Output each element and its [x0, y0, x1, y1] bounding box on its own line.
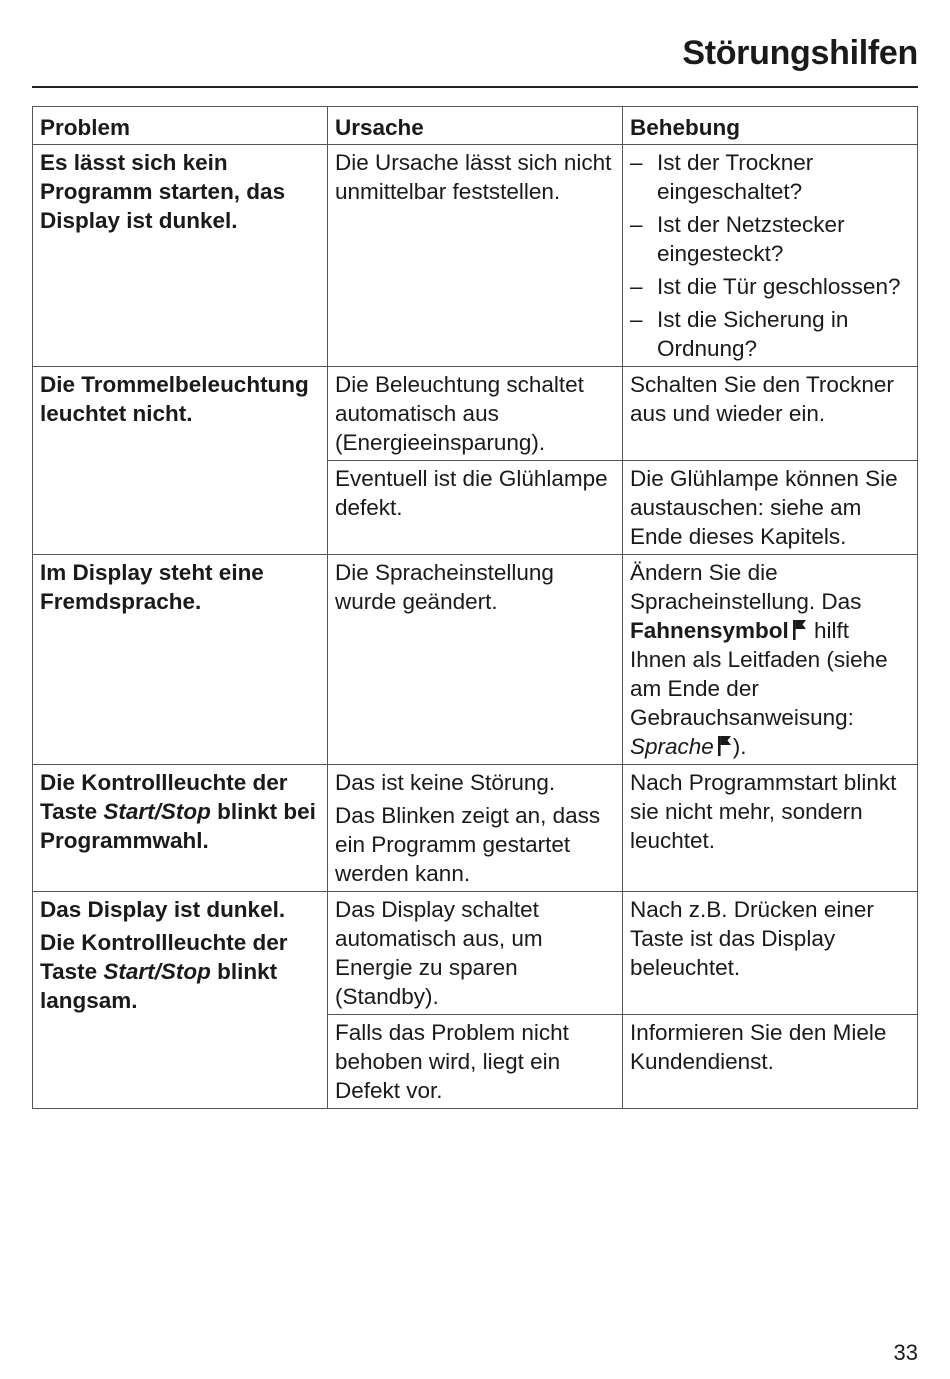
cause-cell: Eventuell ist die Glühlampe defekt.	[328, 461, 623, 555]
troubleshooting-table	[32, 106, 918, 1109]
cause-cell: Die Spracheinstellung wurde geändert.	[328, 555, 623, 765]
remedy-cell	[623, 145, 918, 367]
table-row	[33, 892, 918, 1015]
cause-cell	[328, 765, 623, 892]
table-header-row	[33, 107, 918, 145]
problem-line: Die Kontrollleuchte der Taste Start/Stop blinkt langsam.	[40, 930, 288, 1013]
header-cause: Ursache	[328, 107, 623, 145]
header-problem: Problem	[33, 107, 328, 145]
remedy-cell: Schalten Sie den Trockner aus und wieder ein.	[623, 367, 918, 461]
remedy-item: – Ist der Trockner eingeschaltet?	[630, 150, 814, 204]
cause-line: Das ist keine Störung.	[335, 770, 556, 795]
remedy-cell: Nach Programmstart blinkt sie nicht mehr, sondern leuchtet.	[623, 765, 918, 892]
problem-cell: Im Display steht eine Fremdsprache.	[33, 555, 328, 765]
cause-line: Das Blinken zeigt an, dass ein Programm gestartet werden kann.	[335, 803, 601, 886]
remedy-item: – Ist der Netzstecker eingesteckt?	[630, 212, 845, 266]
table-row	[33, 555, 918, 765]
problem-cell: Es lässt sich kein Programm starten, das Display ist dunkel.	[33, 145, 328, 367]
title-divider	[32, 86, 918, 88]
cause-cell: Die Beleuchtung schaltet automatisch aus (Energieeinsparung).	[328, 367, 623, 461]
cause-cell: Die Ursache lässt sich nicht unmittelbar feststellen.	[328, 145, 623, 367]
problem-cell	[33, 892, 328, 1109]
table-row	[33, 145, 918, 367]
cause-cell: Das Display schaltet automatisch aus, um Energie zu sparen (Standby).	[328, 892, 623, 1015]
table-row	[33, 765, 918, 892]
problem-line: Das Display ist dunkel.	[40, 897, 286, 922]
page-number: 33	[893, 1340, 918, 1365]
remedy-cell: Die Glühlampe können Sie austauschen: siehe am Ende dieses Kapitels.	[623, 461, 918, 555]
problem-cell: Die Kontrollleuchte der Taste Start/Stop blinkt bei Programmwahl.	[33, 765, 328, 892]
page-title: Störungshilfen	[682, 34, 918, 72]
problem-cell: Die Trommelbeleuchtung leuchtet nicht.	[33, 367, 328, 555]
cause-cell: Falls das Problem nicht behoben wird, liegt ein Defekt vor.	[328, 1015, 623, 1109]
header-remedy: Behebung	[623, 107, 918, 145]
remedy-item: – Ist die Sicherung in Ordnung?	[630, 307, 849, 361]
remedy-cell: Informieren Sie den Miele Kundendienst.	[623, 1015, 918, 1109]
flag-icon	[718, 736, 731, 756]
remedy-item: – Ist die Tür geschlossen?	[630, 274, 901, 299]
table-row	[33, 367, 918, 461]
remedy-cell: Nach z.B. Drücken einer Taste ist das Display beleuchtet.	[623, 892, 918, 1015]
remedy-cell: Ändern Sie die Spracheinstellung. Das Fahnensymbol hilft Ihnen als Leitfaden (siehe am Ende der Gebrauchsanweisung: Sprache ).	[623, 555, 918, 765]
flag-icon	[793, 620, 806, 640]
